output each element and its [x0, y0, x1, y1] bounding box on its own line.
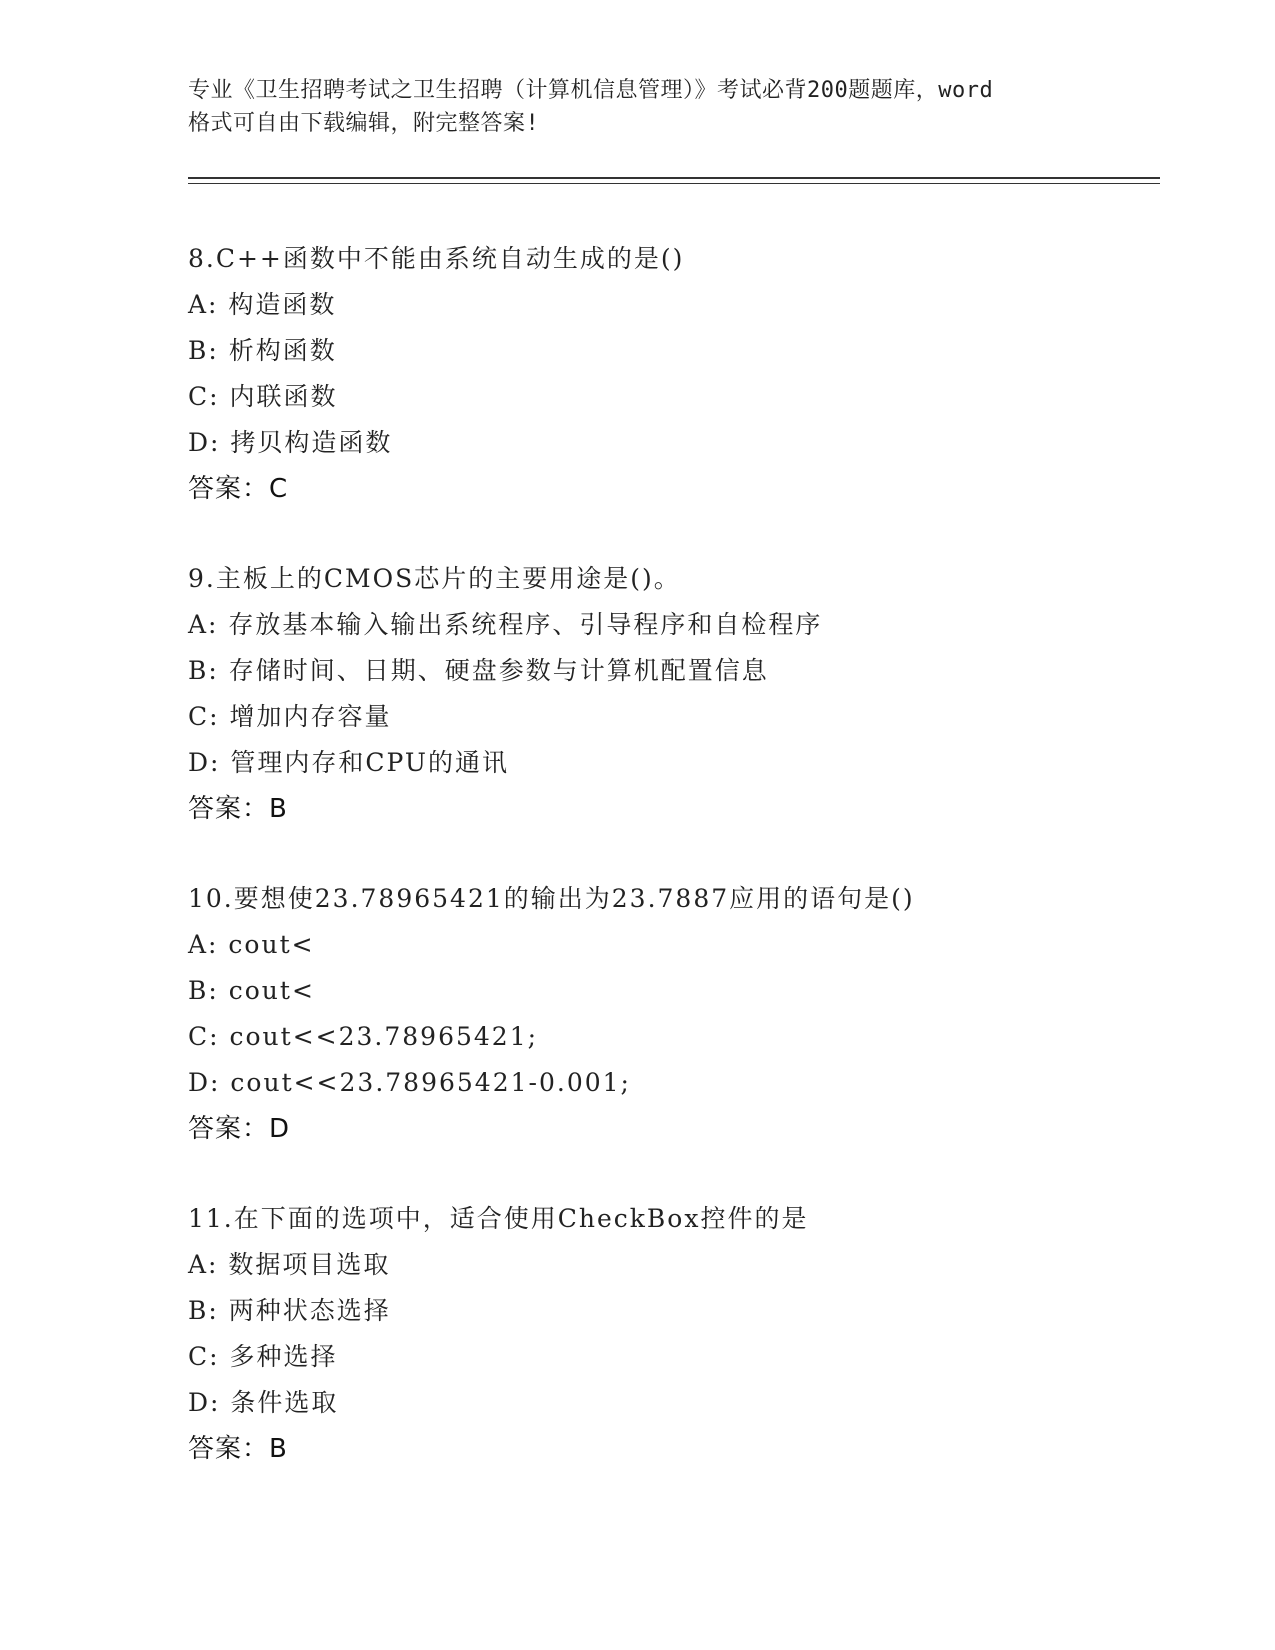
answer-line: 答案：B	[188, 1434, 288, 1464]
option-a: A: 构造函数	[188, 290, 337, 319]
answer-line: 答案：D	[188, 1114, 291, 1144]
question-9	[188, 556, 1168, 832]
option-c: C: 内联函数	[188, 382, 338, 411]
option-c: C: 增加内存容量	[188, 702, 392, 731]
option-b: B: 析构函数	[188, 336, 337, 365]
question-stem: 8.C++函数中不能由系统自动生成的是()	[188, 244, 685, 273]
option-d: D: 管理内存和CPU的通讯	[188, 748, 509, 777]
option-b: B: 两种状态选择	[188, 1296, 391, 1325]
header-line-2: 格式可自由下载编辑，附完整答案!	[188, 111, 540, 136]
option-a: A: cout<	[188, 930, 315, 959]
answer-line: 答案：B	[188, 794, 288, 824]
question-11	[188, 1196, 1168, 1472]
option-c: C: cout<<23.78965421;	[188, 1022, 539, 1051]
option-a: A: 存放基本输入输出系统程序、引导程序和自检程序	[188, 610, 823, 639]
option-d: D: cout<<23.78965421-0.001;	[188, 1068, 631, 1097]
question-stem: 11.在下面的选项中，适合使用CheckBox控件的是	[188, 1204, 809, 1233]
option-b: B: 存储时间、日期、硬盘参数与计算机配置信息	[188, 656, 769, 685]
question-stem: 9.主板上的CMOS芯片的主要用途是()。	[188, 564, 681, 593]
question-8	[188, 236, 1168, 512]
option-b: B: cout<	[188, 976, 315, 1005]
option-c: C: 多种选择	[188, 1342, 338, 1371]
header-divider-bottom	[188, 183, 1160, 184]
header-line-1: 专业《卫生招聘考试之卫生招聘（计算机信息管理）》考试必背200题题库，word	[188, 78, 994, 103]
question-stem: 10.要想使23.78965421的输出为23.7887应用的语句是()	[188, 884, 915, 913]
option-d: D: 条件选取	[188, 1388, 339, 1417]
answer-line: 答案：C	[188, 474, 289, 504]
option-a: A: 数据项目选取	[188, 1250, 391, 1279]
question-list	[188, 236, 1168, 1516]
question-10	[188, 876, 1168, 1152]
option-d: D: 拷贝构造函数	[188, 428, 393, 457]
document-header	[188, 74, 1088, 140]
header-divider-top	[188, 177, 1160, 179]
